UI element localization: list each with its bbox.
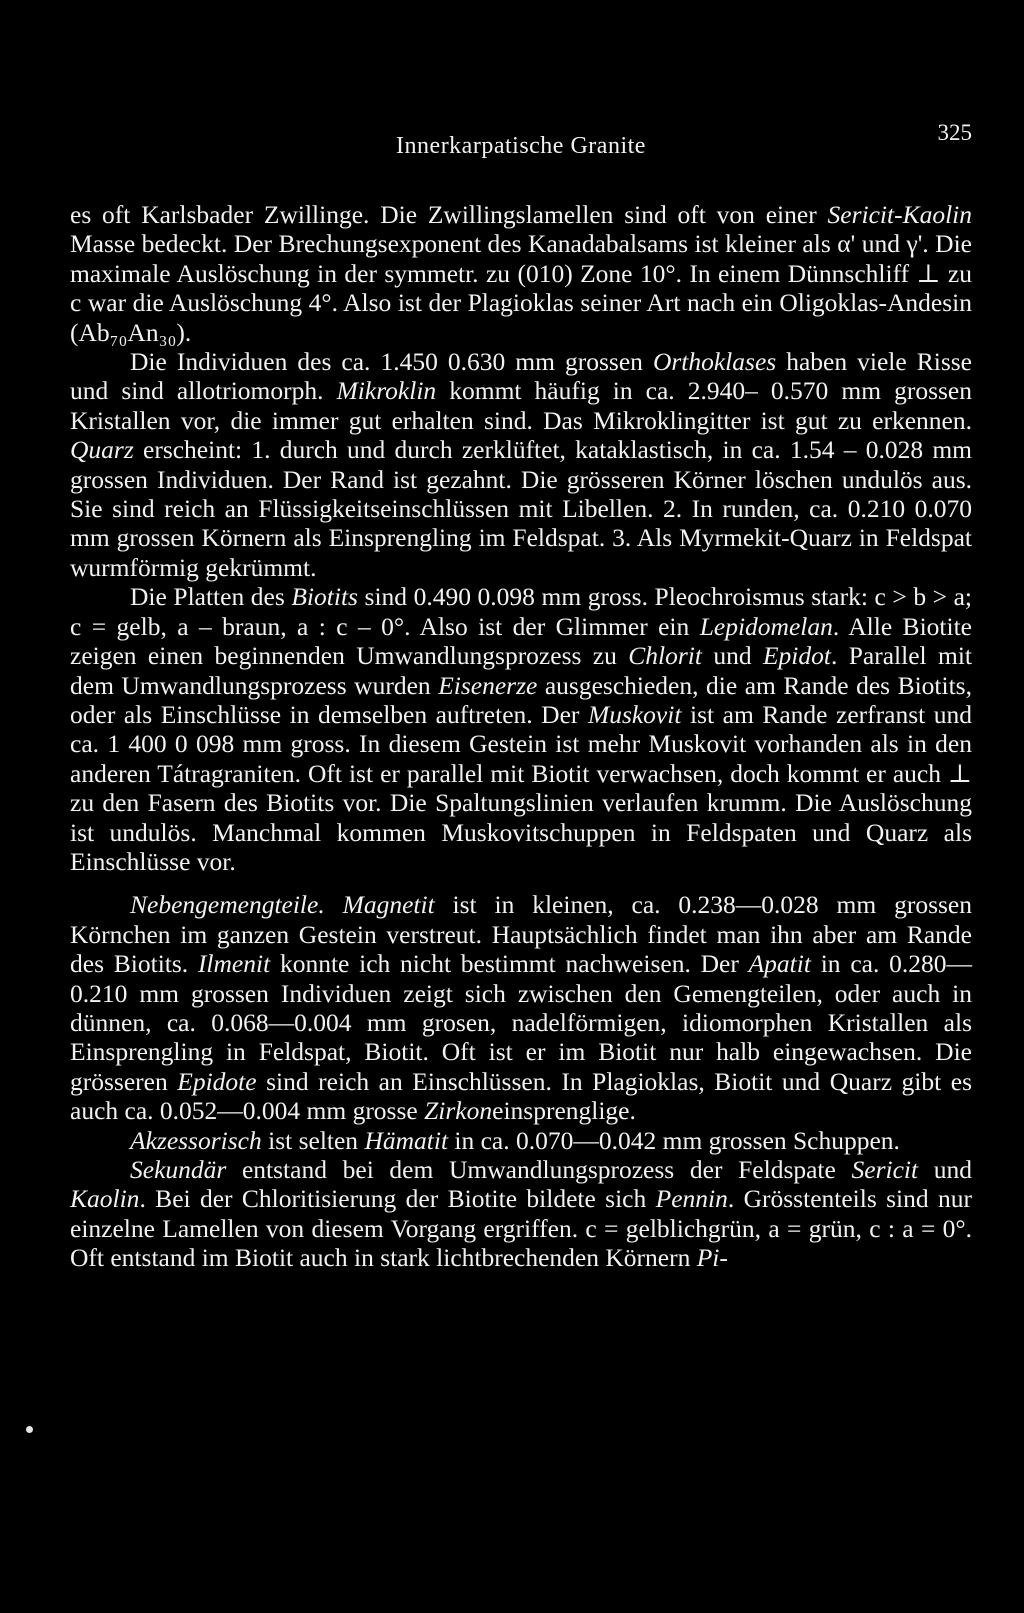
italic-term: Biotits (291, 582, 358, 612)
italic-term: Muskovit (587, 699, 682, 729)
text-run: Die Individuen des ca. 1.450 0.630 mm grossen (130, 347, 653, 377)
body-text (70, 200, 972, 1273)
text-run: und (701, 641, 763, 671)
text-run: kommt häufig in ca. 2.940– 0.570 mm grossen Kristallen vor, die immer gut erhalten sind. Das Mikroklingitter ist gut zu erkennen. (70, 376, 973, 435)
text-run (325, 890, 343, 919)
italic-term: Pennin (655, 1184, 728, 1214)
paragraph (70, 347, 972, 582)
italic-term: Ilmenit (197, 949, 271, 979)
italic-term: Pi- (696, 1243, 728, 1273)
text-run: Die Platten des (130, 582, 292, 612)
text-run: ist am Rande zerfranst und ca. 1 400 0 098 mm gross. In diesem Gestein ist mehr Muskovit vorhanden als in den anderen Tátragraniten. Oft ist er parallel mit Biotit verwachsen, doch kommt er auch ⊥ zu den Fasern des Biotits vor. Die Spaltungslinien verlaufen krumm. Die Auslöschung ist undulös. Manchmal kommen Muskovitschuppen in Feldspaten und Quarz als Einschlüsse vor. (70, 699, 972, 876)
text-run: und (918, 1155, 973, 1184)
text-run: . Bei der Chloritisierung der Biotite bildete sich (139, 1184, 656, 1214)
italic-term: Apatit (748, 949, 811, 979)
text-run: in ca. 0.280—0.210 mm grossen Individuen zeigt sich zwischen den Gemengteilen, oder auch in dünnen, ca. 0.068—0.004 mm grosen, nadelförmigen, idiomorphen Kristallen als Einsprengling in Feldspat, Biotit. Oft ist er im Biotit nur halb eingewachsen. Die grösseren (70, 949, 972, 1096)
text-run: entstand bei dem Umwandlungsprozess der Feldspate (226, 1155, 852, 1184)
text-run: konnte ich nicht bestimmt nachweisen. Der (270, 949, 749, 979)
paragraph (70, 1126, 972, 1155)
text-run: in ca. 0.070—0.042 mm grossen Schuppen. (448, 1125, 900, 1155)
page-number: 325 (937, 120, 972, 145)
italic-term: Kaolin (70, 1184, 140, 1214)
page-header (70, 0, 972, 159)
paragraph (70, 582, 972, 876)
italic-term: Mikroklin (336, 376, 437, 406)
italic-term: Magnetit (342, 890, 435, 920)
text-run: erscheint: 1. durch und durch zerklüftet, kataklastisch, in ca. 1.54 – 0.028 mm grossen Individuen. Der Rand ist gezahnt. Die grösseren Körner löschen undulös aus. Sie sind reich an Flüssigkeitseinschlüssen mit Libellen. 2. In runden, ca. 0.210 0.070 mm grossen Körnern als Einsprengling im Feldspat. 3. Als Myrmekit-Quarz in Feldspat wurmförmig gekrümmt. (70, 435, 972, 582)
text-run: Masse bedeckt. Der Brechungsexponent des Kanadabalsams ist kleiner als α' und γ'. Die maximale Auslöschung in der symmetr. zu (010) Zone 10°. In einem Dünnschliff ⊥ zu c war die Auslöschung 4°. Also ist der Plagioklas seiner Art nach ein Oligoklas-Andesin (Ab₇₀An₃₀). (70, 229, 972, 347)
text-run: . Alle Biotite zeigen einen beginnenden Umwandlungsprozess zu (70, 611, 972, 671)
italic-term: Epidote (177, 1066, 257, 1096)
text-run: ist in kleinen, ca. 0.238—0.028 mm grossen Körnchen im ganzen Gestein verstreut. Hauptsächlich findet man ihn aber am Rande des Biotits. (70, 890, 972, 979)
italic-term: Eisenerze (438, 670, 538, 700)
text-run: sind 0.490 0.098 mm gross. Pleochroismus stark: c > b > a; c = gelb, a – braun, a : c – 0°. Also ist der Glimmer ein (70, 582, 972, 641)
italic-term: Akzessorisch (130, 1125, 262, 1155)
italic-term: Sekundär (130, 1155, 227, 1184)
text-run: ist selten (261, 1125, 365, 1155)
paragraph (70, 200, 972, 347)
text-run: es oft Karlsbader Zwillinge. Die Zwillingslamellen sind oft von einer (70, 200, 828, 229)
text-run: haben viele Risse und sind allotriomorph. (70, 347, 972, 406)
text-run: sind reich an Einschlüssen. In Plagioklas, Biotit und Quarz gibt es auch ca. 0.052—0.004 mm grosse (70, 1066, 973, 1126)
italic-term: Hämatit (364, 1125, 449, 1155)
running-title: Innerkarpatische Granite (396, 133, 646, 159)
paragraph (70, 1155, 972, 1273)
italic-term: Lepidomelan (699, 611, 833, 641)
italic-term: Quarz (70, 435, 134, 465)
italic-term: Sericit-Kaolin (827, 200, 972, 229)
italic-term: Orthoklases (652, 347, 777, 377)
text-run: ausgeschieden, die am Rande des Biotits, oder als Einschlüsse in demselben auftreten. Der (70, 670, 972, 729)
text-run: einsprenglige. (492, 1096, 636, 1126)
text-run: . Grösstenteils sind nur einzelne Lamellen von diesem Vorgang ergriffen. c = gelblichgrün, a = grün, c : a = 0°. Oft entstand im Biotit auch in stark lichtbrechenden Körnern (70, 1184, 973, 1273)
italic-term: Zirkon (424, 1096, 493, 1126)
italic-term: Chlorit (628, 641, 702, 671)
paragraph (70, 890, 972, 1125)
italic-term: Epidot (762, 641, 831, 671)
text-run: . Parallel mit dem Umwandlungsprozess wurden (70, 641, 973, 700)
italic-term: Nebengemengteile. (130, 890, 325, 920)
margin-mark (26, 1426, 33, 1433)
italic-term: Sericit (851, 1155, 919, 1184)
